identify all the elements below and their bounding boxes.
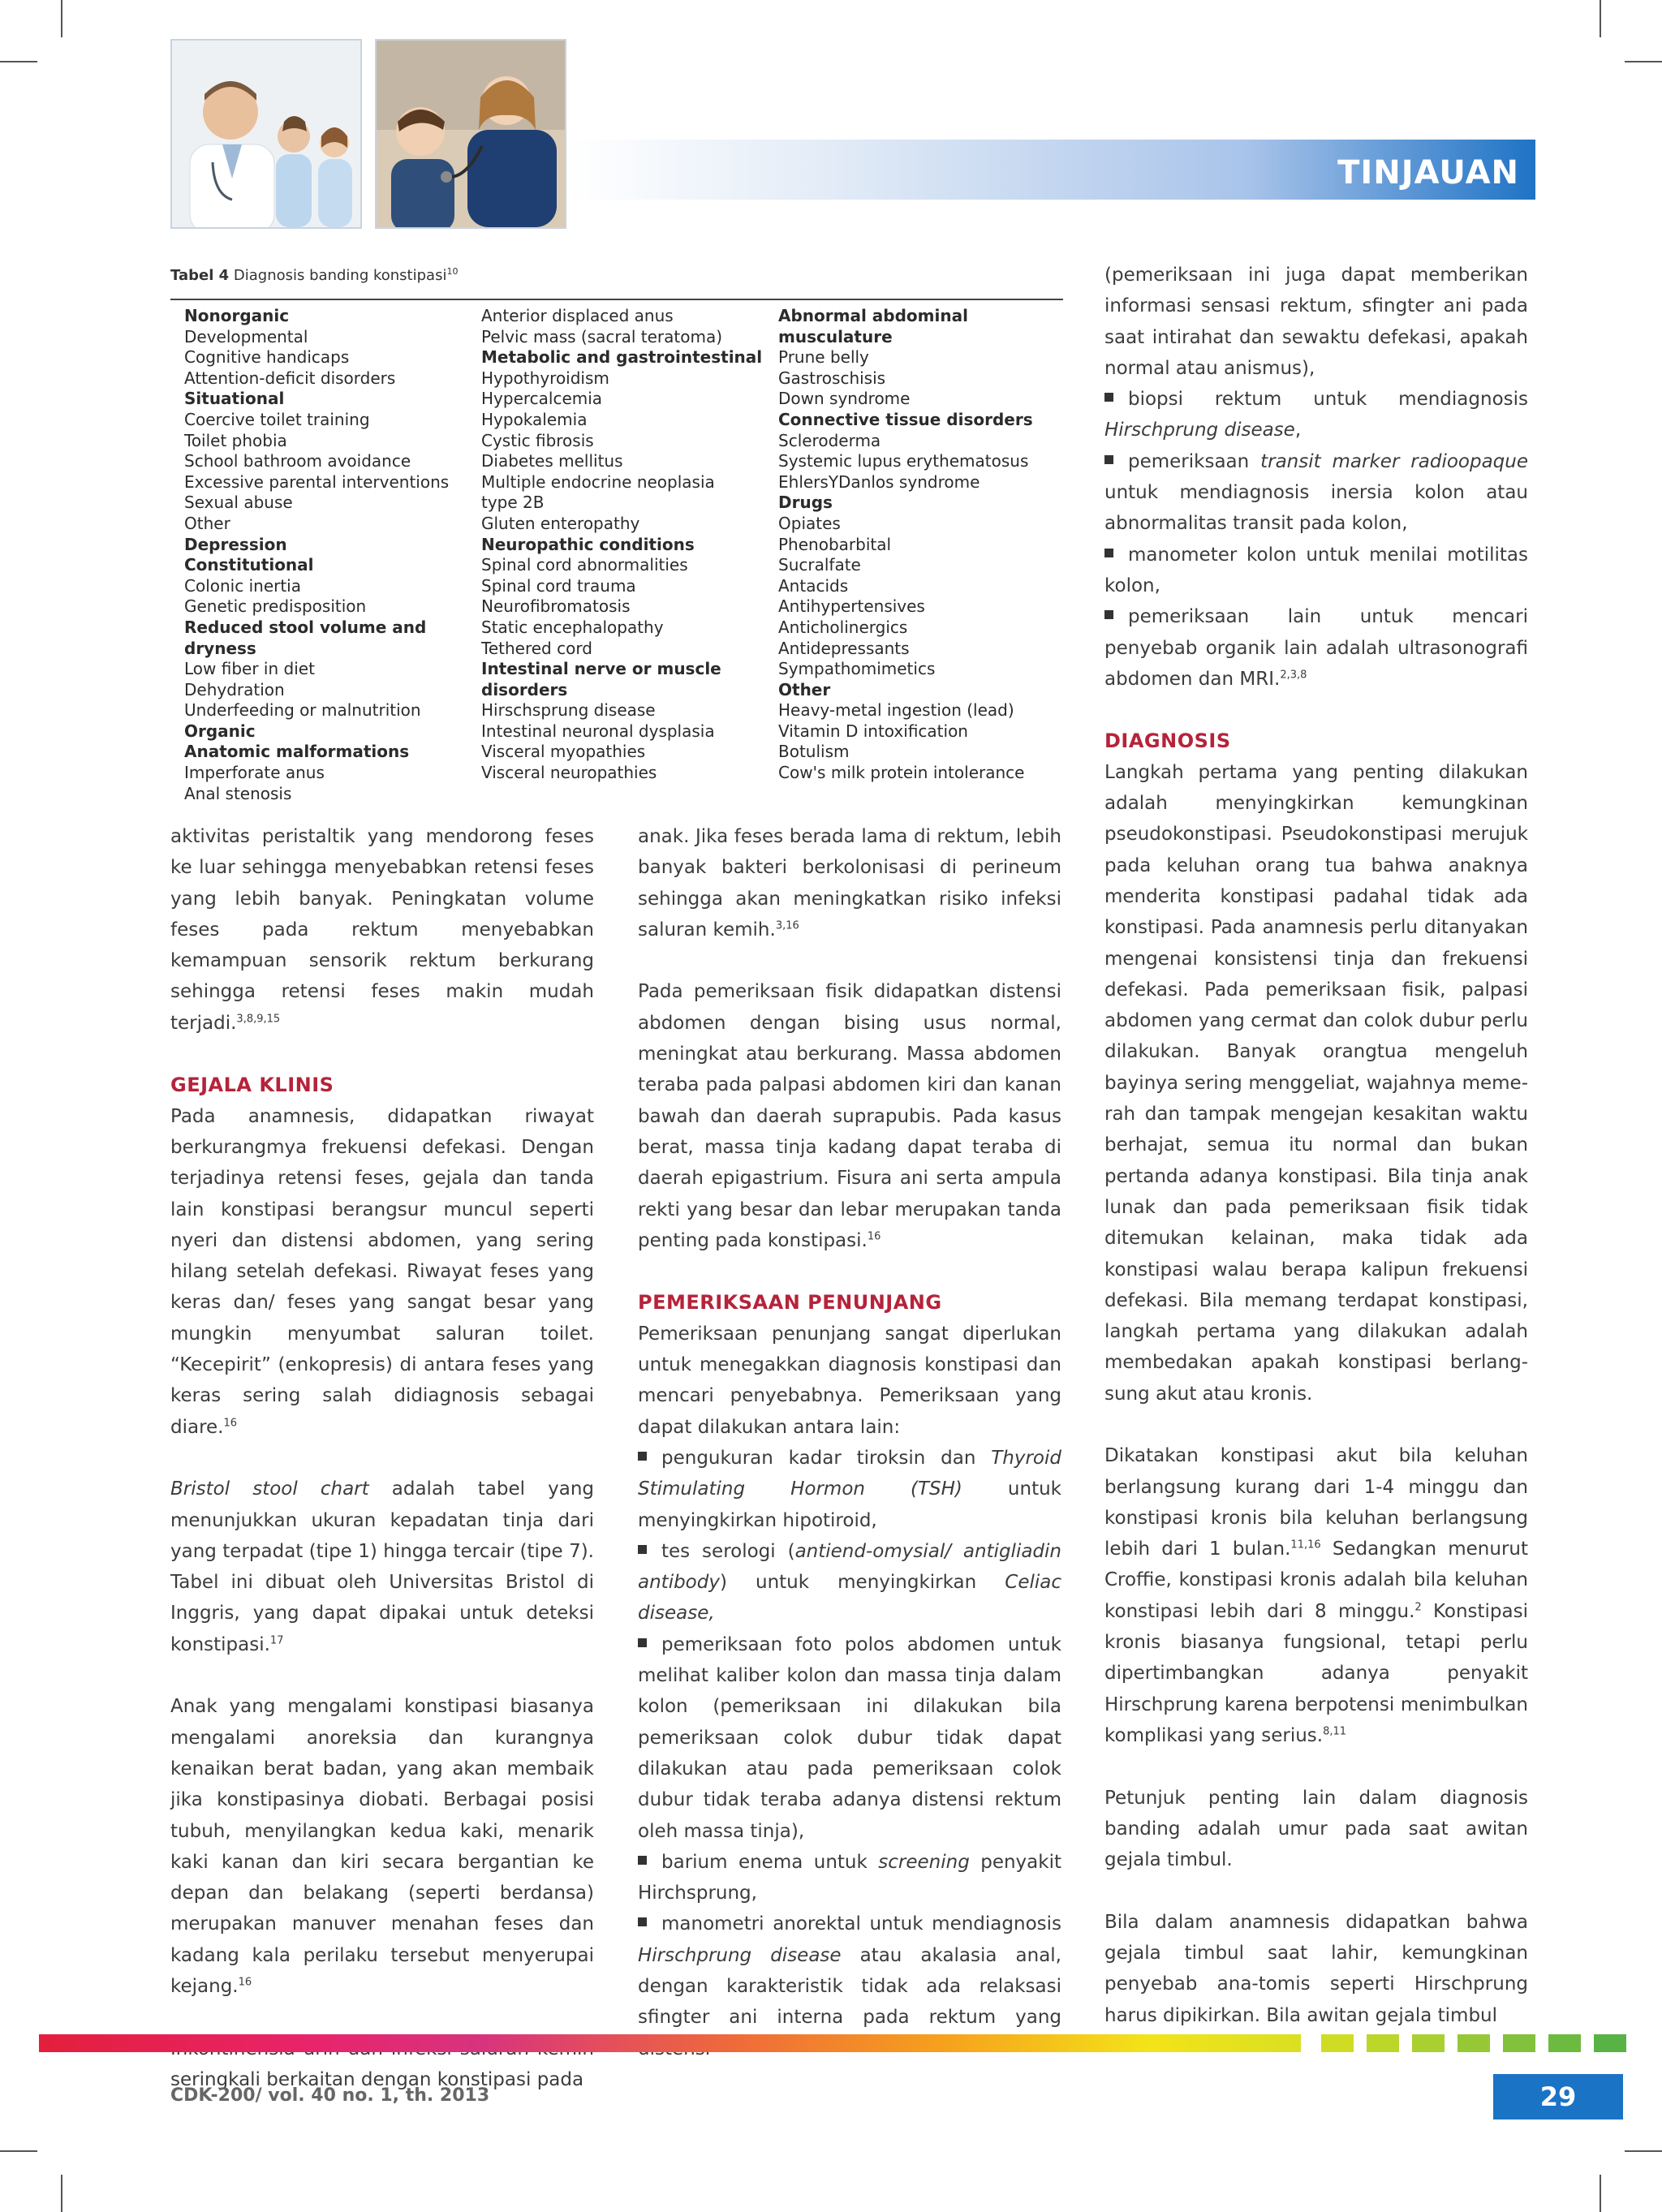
table-cell: Depression xyxy=(184,534,287,554)
table-cell: Colonic inertia xyxy=(184,575,301,596)
footer-square xyxy=(1367,2034,1399,2052)
heading-diagnosis: DIAGNOSIS xyxy=(1104,729,1231,753)
table-cell: Drugs xyxy=(778,493,833,513)
bullet-square-icon xyxy=(638,1638,647,1647)
footer-square xyxy=(1594,2034,1626,2052)
table-cell: Down syndrome xyxy=(778,389,911,409)
table-cell: Gastroschisis xyxy=(778,368,886,388)
table-cell: Sexual abuse xyxy=(184,493,293,513)
table-cell: Neurofibromatosis xyxy=(481,596,631,617)
header-photo-child-exam xyxy=(375,39,566,229)
table-cell: Abnormal abdominal xyxy=(778,306,968,325)
bullet-item: biopsi rektum untuk mendiagnosis Hirschprung disease, xyxy=(1104,389,1528,441)
table-cell: Spinal cord trauma xyxy=(481,575,636,596)
bullet-square-icon xyxy=(1104,549,1113,557)
footer-square xyxy=(1548,2034,1581,2052)
bullet-square-icon xyxy=(1104,610,1113,619)
table-cell: Low fiber in diet xyxy=(184,659,315,679)
table-cell: Diabetes mellitus xyxy=(481,451,623,471)
footer-square xyxy=(1412,2034,1445,2052)
table-cell: Visceral myopathies xyxy=(481,742,646,762)
table-cell: School bathroom avoidance xyxy=(184,451,411,471)
table-cell: Imperforate anus xyxy=(184,763,325,783)
table-cell: Heavy-metal ingestion (lead) xyxy=(778,700,1014,721)
journal-citation: CDK-200/ vol. 40 no. 1, th. 2013 xyxy=(170,2085,490,2106)
table-cell: Reduced stool volume and xyxy=(184,617,427,637)
table-cell: Pelvic mass (sacral teratoma) xyxy=(481,326,723,346)
table-column-1 xyxy=(184,306,449,804)
table-cell: Opiates xyxy=(778,513,841,533)
header-photo-doctors xyxy=(170,39,362,229)
table-cell: Intestinal nerve or muscle xyxy=(481,659,721,679)
bullet-item: pemeriksaan lain untuk mencari penyebab organik lain adalah ultrasonografi abdomen dan MRI.$^{2,3,8}$ xyxy=(1104,606,1528,690)
footer-square xyxy=(1503,2034,1535,2052)
paragraph: Petunjuk penting lain dalam diagnosis banding adalah umur pada saat awitan gejala timbul. xyxy=(1104,1787,1528,1871)
table-cell: Constitutional xyxy=(184,555,314,575)
table-cell: Developmental xyxy=(184,326,308,346)
table-cell: Static encephalopathy xyxy=(481,617,664,637)
paragraph: (pemeriksaan ini juga dapat memberikan informasi sensasi rektum, sfingter ani pada saat intirahat dan sewaktu defekasi, apakah normal atau anismus), xyxy=(1104,265,1528,379)
footer-square xyxy=(1457,2034,1490,2052)
bullet-item: barium enema untuk screening penyakit Hirchsprung, xyxy=(638,1851,1061,1904)
crop-mark xyxy=(0,2150,37,2152)
table-cell: Anticholinergics xyxy=(778,617,908,637)
heading-gejala-klinis: GEJALA KLINIS xyxy=(170,1074,334,1097)
crop-mark xyxy=(61,2175,62,2212)
table-caption xyxy=(170,266,458,284)
heading-pemeriksaan-penunjang: PEMERIKSAAN PENUNJANG xyxy=(638,1291,942,1315)
table-cell: Situational xyxy=(184,389,285,409)
paragraph: aktivitas peristaltik yang mendorong feses ke luar sehingga menyebabkan retensi feses yang lebih banyak. Peningkatan volume feses pada rektum menyebabkan kemampuan sensorik rektum berkurang sehingga retensi feses makin mudah terjadi.$^{3,8,9,15}$ xyxy=(170,826,594,1034)
table-cell: Hypokalemia xyxy=(481,409,588,429)
table-column-2 xyxy=(481,306,762,784)
crop-mark xyxy=(61,0,62,37)
bullet-square-icon xyxy=(1104,393,1113,402)
table-cell: Prune belly xyxy=(778,347,869,368)
text-column-2 xyxy=(638,821,1061,2064)
table-cell: Nonorganic xyxy=(184,306,290,325)
bullet-square-icon xyxy=(638,1917,647,1926)
table-cell: Scleroderma xyxy=(778,430,881,450)
table-cell: Phenobarbital xyxy=(778,534,892,554)
paragraph: anak. Jika feses berada lama di rektum, lebih banyak bakteri berkolonisasi di perineum sehingga akan meningkatkan risiko infeksi saluran kemih.$^{3,16}$ xyxy=(638,826,1061,940)
table-cell: Neuropathic conditions xyxy=(481,534,695,554)
table-cell: Dehydration xyxy=(184,679,285,699)
table-cell: Anterior displaced anus xyxy=(481,306,674,325)
table-cell: Intestinal neuronal dysplasia xyxy=(481,721,715,741)
table-column-3 xyxy=(778,306,1033,784)
table-cell: Vitamin D intoxification xyxy=(778,721,968,741)
table-cell: Toilet phobia xyxy=(184,430,287,450)
table-cell: Antihypertensives xyxy=(778,596,925,617)
paragraph: seringkali berkaitan dengan konstipasi pada xyxy=(170,2068,584,2090)
table-cell: Antidepressants xyxy=(778,638,910,658)
footer-square xyxy=(1321,2034,1354,2052)
bullet-item: manometri anorektal untuk mendiagnosis Hirschprung disease atau akalasia anal, dengan karakteristik tidak ada relaksasi sfingter ani interna pada rektum yang xyxy=(638,1913,1061,2029)
table-cell: Cow's milk protein intolerance xyxy=(778,763,1025,783)
table-cell: disorders xyxy=(481,679,568,699)
bullet-square-icon xyxy=(638,1856,647,1865)
bullet-item: tes serologi (antiend-omysial/ antigliadin antibody) untuk menyingkirkan Celiac disease, xyxy=(638,1540,1061,1625)
table-cell: Sucralfate xyxy=(778,555,861,575)
table-cell: Cognitive handicaps xyxy=(184,347,350,368)
table-caption-text: Diagnosis banding konstipasi xyxy=(233,267,447,284)
bullet-square-icon xyxy=(638,1452,647,1461)
paragraph: Pada pemeriksaan fisik didapatkan distensi abdomen dengan bising usus normal, meningkat atau berkurang. Massa abdomen teraba pada palpasi abdomen kiri dan kanan bawah dan daerah suprapubis. Pada kasus berat, massa tinja kadang dapat teraba di daerah epigastrium. Fisura ani serta ampula rekti yang besar dan lebar merupakan tanda penting pada konstipasi.$^{16}$ xyxy=(638,981,1061,1251)
crop-mark xyxy=(1625,2150,1662,2152)
table-cell: Cystic fibrosis xyxy=(481,430,594,450)
crop-mark xyxy=(0,61,37,62)
paragraph: Langkah pertama yang penting dilakukan adalah menyingkirkan kemungkinan pseudokonstipasi. Pseudokonstipasi merujuk pada keluhan orang tua bahwa anaknya menderita konstipasi padahal tidak ada konstipasi. Pada anamnesis perlu ditanyakan mengenai konsistensi tinja dan frekuensi defekasi. Pada pemeriksaan fisik, palpasi abdomen yang cermat dan colok dubur perlu dilakukan. Banyak orangtua mengeluh bayinya sering menggeliat, wajahnya meme-rah dan tampak mengejan kesakitan waktu berhajat, semua itu normal dan bukan pertanda adanya konstipasi. Bila tinja anak lunak dan pada pemeriksaan fisik tidak ditemukan kelainan, maka tidak ada konstipasi walau berapa kalipun frekuensi defekasi. Bila memang terdapat konstipasi, langkah pertama yang dilakukan adalah membedakan apakah konstipasi berlang-sung akut atau kronis. xyxy=(1104,761,1528,1405)
table-cell: dryness xyxy=(184,638,256,658)
table-cell: musculature xyxy=(778,326,893,346)
table-cell: Anatomic malformations xyxy=(184,742,410,762)
table-cell: Sympathomimetics xyxy=(778,659,936,679)
table-cell: Hypercalcemia xyxy=(481,389,603,409)
bullet-square-icon xyxy=(638,1545,647,1554)
footer-color-bar xyxy=(39,2034,1301,2052)
bullet-item: pengukuran kadar tiroksin dan Thyroid Stimulating Hormon (TSH) untuk menyingkirkan hipotiroid, xyxy=(638,1447,1061,1531)
bullet-item: pemeriksaan transit marker radioopaque untuk mendiagnosis inersia kolon atau abnormalitas transit pada kolon, xyxy=(1104,450,1528,535)
table-cell: Coercive toilet training xyxy=(184,409,370,429)
table-cell: Connective tissue disorders xyxy=(778,409,1033,429)
table-cell: Spinal cord abnormalities xyxy=(481,555,688,575)
bullet-item: pemeriksaan foto polos abdomen untuk melihat kaliber kolon dan massa tinja dalam kolon (pemeriksaan ini dilakukan bila pemeriksaan colok dubur tidak dapat dilakukan atau pada pemeriksaan colok dubur tidak teraba adanya distensi rektum oleh massa tinja), xyxy=(638,1633,1061,1842)
paragraph: Bristol stool chart adalah tabel yang menunjukkan ukuran kepadatan tinja dari yang terpadat (tipe 1) hingga tercair (tipe 7). Tabel ini dibuat oleh Universitas Bristol di Inggris, yang dapat dipakai untuk deteksi konstipasi.$^{17}$ xyxy=(170,1478,594,1655)
bullet-square-icon xyxy=(1104,455,1113,464)
table-cell: Attention-deficit disorders xyxy=(184,368,396,388)
table-cell: Other xyxy=(184,513,230,533)
table-cell: Hirschsprung disease xyxy=(481,700,656,721)
paragraph: Pemeriksaan penunjang sangat diperlukan untuk menegakkan diagnosis konstipasi dan mencari penyebabnya. Pemeriksaan yang dapat dilakukan antara lain: xyxy=(638,1323,1061,1438)
table-cell: Organic xyxy=(184,721,256,741)
page-number: 29 xyxy=(1493,2074,1623,2119)
table-cell: Visceral neuropathies xyxy=(481,763,657,783)
table-cell: Antacids xyxy=(778,575,849,596)
table-cell: Multiple endocrine neoplasia xyxy=(481,471,715,492)
table-top-rule xyxy=(170,299,1063,300)
bullet-item: manometer kolon untuk menilai motilitas kolon, xyxy=(1104,544,1528,596)
crop-mark xyxy=(1600,2175,1601,2212)
crop-mark xyxy=(1600,0,1601,37)
paragraph: Bila dalam anamnesis didapatkan bahwa gejala timbul saat lahir, kemungkinan penyebab ana-tomis seperti Hirschprung harus dipikirkan. Bila awitan gejala timbul xyxy=(1104,1911,1528,2026)
table-cell: EhlersYDanlos syndrome xyxy=(778,471,980,492)
paragraph: Anak yang mengalami konstipasi biasanya mengalami anoreksia dan kurangnya kenaikan berat badan, yang akan membaik jika konstipasinya diobati. Berbagai posisi tubuh, menyilangkan kedua kaki, menarik kaki kanan dan kiri secara bergantian ke depan dan belakang (seperti berdansa) merupakan manuver menahan feses dan kadang kala perilaku tersebut menyerupai kejang.$^{16}$ xyxy=(170,1696,594,1997)
table-label: Tabel 4 xyxy=(170,267,230,284)
paragraph: Pada anamnesis, didapatkan riwayat berkurangmya frekuensi defekasi. Dengan terjadinya retensi feses, gejala dan tanda lain konstipasi berangsur muncul seperti nyeri dan distensi abdomen, yang sering hilang setelah defekasi. Riwayat feses yang keras dan/ feses yang sangat besar yang mungkin menyumbat saluran toilet. “Kecepirit” (enkopresis) di antara feses yang keras sering salah didiagnosis sebagai diare.$^{16}$ xyxy=(170,1105,594,1438)
table-cell: Other xyxy=(778,679,831,699)
table-cell: Tethered cord xyxy=(481,638,592,658)
table-cell: Excessive parental interventions xyxy=(184,471,450,492)
crop-mark xyxy=(1625,61,1662,62)
table-cell: type 2B xyxy=(481,493,545,513)
table-cell: Gluten enteropathy xyxy=(481,513,640,533)
table-cell: Anal stenosis xyxy=(184,783,292,803)
table-caption-ref: 10 xyxy=(446,266,459,277)
section-title: TINJAUAN PUSTAKA xyxy=(1337,154,1519,235)
text-column-3 xyxy=(1104,260,1528,2031)
table-cell: Systemic lupus erythematosus xyxy=(778,451,1029,471)
paragraph: Dikatakan konstipasi akut bila keluhan berlangsung kurang dari 1-4 minggu dan konstipasi kronis bila keluhan berlangsung lebih dari 1 bulan.$^{11,16}$ Sedangkan menurut Croffie, konstipasi kronis adalah bila keluhan konstipasi lebih dari 8 minggu.$^2$ Konstipasi kronis biasanya fungsional, tetapi perlu dipertimbangkan adanya penyakit Hirschprung karena berpotensi menimbulkan komplikasi yang serius.$^{8,11}$ xyxy=(1104,1445,1528,1746)
table-cell: Hypothyroidism xyxy=(481,368,609,388)
table-cell: Genetic predisposition xyxy=(184,596,367,617)
table-cell: Underfeeding or malnutrition xyxy=(184,700,421,721)
text-column-1 xyxy=(170,821,594,2095)
table-cell: Metabolic and gastrointestinal xyxy=(481,347,763,368)
table-cell: Botulism xyxy=(778,742,850,762)
